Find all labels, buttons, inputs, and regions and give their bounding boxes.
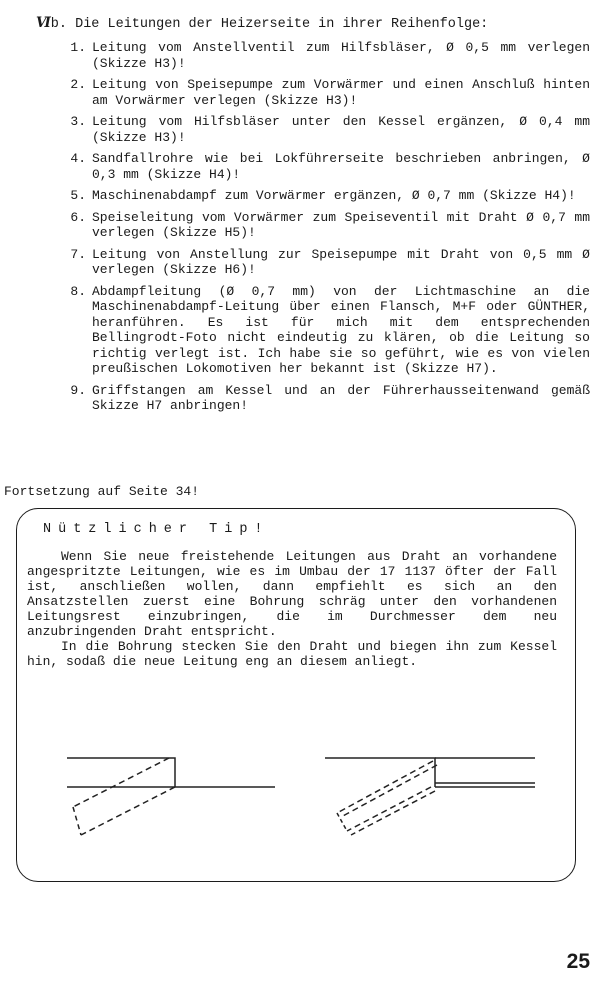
section-title: b. Die Leitungen der Heizerseite in ihrer Reihenfolge:	[50, 17, 489, 32]
existing-pipe-outline	[325, 758, 435, 787]
list-item	[60, 284, 590, 377]
tip-paragraph: In die Bohrung stecken Sie den Draht und biegen ihn zum Kessel hin, sodaß die neue Leitung eng an diesem anliegt.	[27, 639, 557, 669]
wire-end	[337, 813, 347, 831]
step-list	[60, 40, 590, 420]
wire-lower-2	[351, 791, 435, 835]
list-item	[60, 151, 590, 182]
wire-upper-1	[337, 761, 433, 813]
step-text: Leitung von Anstellung zur Speisepumpe mit Draht von 0,5 mm Ø verlegen (Skizze H6)!	[92, 246, 590, 277]
section-heading	[36, 14, 586, 34]
step-number: 2.	[70, 77, 86, 92]
step-number: 5.	[70, 188, 86, 203]
tip-box	[16, 508, 576, 882]
step-number: 8.	[70, 283, 86, 299]
list-item	[60, 383, 590, 414]
list-item	[60, 114, 590, 145]
step-text: Abdampfleitung (Ø 0,7 mm) von der Lichtmaschine an die Maschinenabdampf-Leitung über einen Flansch, M+F oder GÜNTHER, heranführen. Es ist für mich mit dem entsprechenden Bellingrodt-Foto nicht eindeutig zu klären, ob die Leitung so richtig verlegt ist. Ich habe sie so geführt, wie es von vielen preußischen Lokomotiven her bekannt ist (Skizze H7).	[92, 283, 590, 376]
tip-paragraph: Wenn Sie neue freistehende Leitungen aus Draht an vorhandene angespritzte Leitungen, wie es im Umbau der 17 1137 öfter der Fall ist, anschließen wollen, dann empfiehlt es sich an den Ansatzstellen zuerst eine Bohrung schräg unter den vorhandenen Leitungsrest einzubringen, die im Durchmesser dem neu anzubringenden Draht entspricht.	[27, 549, 557, 639]
tip-text	[27, 549, 557, 669]
section-marker: VI	[36, 15, 49, 31]
sketch-right	[325, 758, 535, 835]
drill-hole-end	[73, 807, 81, 835]
step-number: 4.	[70, 151, 86, 166]
drill-hole-lower	[81, 787, 175, 835]
step-text: Griffstangen am Kessel und an der Führerhausseitenwand gemäß Skizze H7 anbringen!	[92, 382, 590, 413]
step-text: Leitung vom Anstellventil zum Hilfsbläser, Ø 0,5 mm verlegen (Skizze H3)!	[92, 40, 590, 71]
step-text: Leitung von Speisepumpe zum Vorwärmer und einen Anschluß hinten am Vorwärmer verlegen (Skizze H3)!	[92, 77, 590, 108]
step-text: Sandfallrohre wie bei Lokführerseite beschrieben anbringen, Ø 0,3 mm (Skizze H4)!	[92, 151, 590, 182]
step-text: Maschinenabdampf zum Vorwärmer ergänzen, Ø 0,7 mm (Skizze H4)!	[92, 188, 576, 203]
tip-title: Nützlicher Tip!	[43, 522, 270, 537]
sketch-left	[67, 758, 275, 835]
step-number: 3.	[70, 114, 86, 129]
list-item	[60, 188, 590, 204]
step-number: 7.	[70, 246, 86, 262]
pipe-sketch	[17, 727, 577, 867]
list-item	[60, 77, 590, 108]
step-number: 1.	[70, 40, 86, 55]
wire-upper-2	[341, 765, 437, 817]
drill-hole-upper	[73, 758, 169, 807]
step-text: Speiseleitung vom Vorwärmer zum Speiseventil mit Draht Ø 0,7 mm verlegen (Skizze H5)!	[92, 209, 590, 240]
step-text: Leitung vom Hilfsbläser unter den Kessel ergänzen, Ø 0,4 mm (Skizze H3)!	[92, 114, 590, 145]
step-number: 6.	[70, 209, 86, 225]
step-number: 9.	[70, 382, 86, 398]
list-item	[60, 210, 590, 241]
continuation-note: Fortsetzung auf Seite 34!	[4, 484, 200, 499]
list-item	[60, 247, 590, 278]
wire-lower-1	[347, 787, 431, 831]
list-item	[60, 40, 590, 71]
page-number: 25	[566, 950, 590, 973]
